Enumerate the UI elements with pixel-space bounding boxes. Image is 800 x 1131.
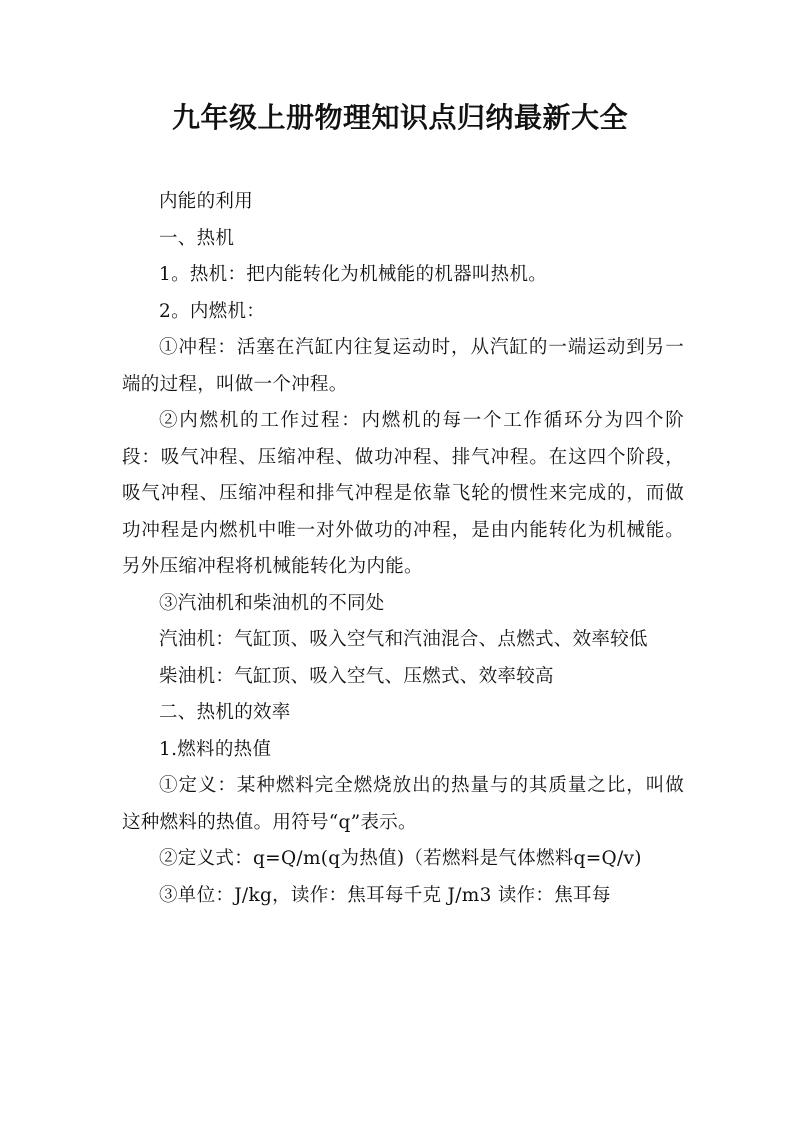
paragraph-internal-combustion-engine: 2。内燃机： [159,300,266,322]
paragraph-diesel-engine: 柴油机：气缸顶、吸入空气、压燃式、效率较高 [159,665,554,687]
document-body [122,184,684,914]
paragraph-engine-differences: ③汽油机和柴油机的不同处 [159,592,385,614]
paragraph-heat-value-formula: ②定义式：q=Q/m(q为热值)（若燃料是气体燃料q=Q/v) [159,848,642,869]
paragraph-stroke-definition: ①冲程：活塞在汽缸内往复运动时，从汽缸的一端运动到另一端的过程，叫做一个冲程。 [122,337,684,395]
paragraph-heading-efficiency: 二、热机的效率 [159,702,291,723]
paragraph-fuel-heat-value: 1.燃料的热值 [159,738,272,760]
paragraph-heat-value-unit: ③单位：J/kg，读作：焦耳每千克 J/m3 读作：焦耳每 [159,884,611,906]
paragraph-heat-value-definition: ①定义：某种燃料完全燃烧放出的热量与的其质量之比，叫做这种燃料的热值。用符号“q”表示。 [122,775,684,833]
paragraph-section-heading: 内能的利用 [159,191,254,212]
paragraph-working-process: ②内燃机的工作过程：内燃机的每一个工作循环分为四个阶段：吸气冲程、压缩冲程、做功冲程、排气冲程。在这四个阶段，吸气冲程、压缩冲程和排气冲程是依靠飞轮的惯性来完成的，而做功冲程是内燃机中唯一对外做功的冲程，是由内能转化为机械能。另外压缩冲程将机械能转化为内能。 [122,410,684,577]
paragraph-heat-engine-definition: 1。热机：把内能转化为机械能的机器叫热机。 [159,264,548,285]
paragraph-gasoline-engine: 汽油机：气缸顶、吸入空气和汽油混合、点燃式、效率较低 [159,629,648,650]
document-title: 九年级上册物理知识点归纳最新大全 [171,101,628,134]
paragraph-heading-heat-engine: 一、热机 [159,227,235,249]
